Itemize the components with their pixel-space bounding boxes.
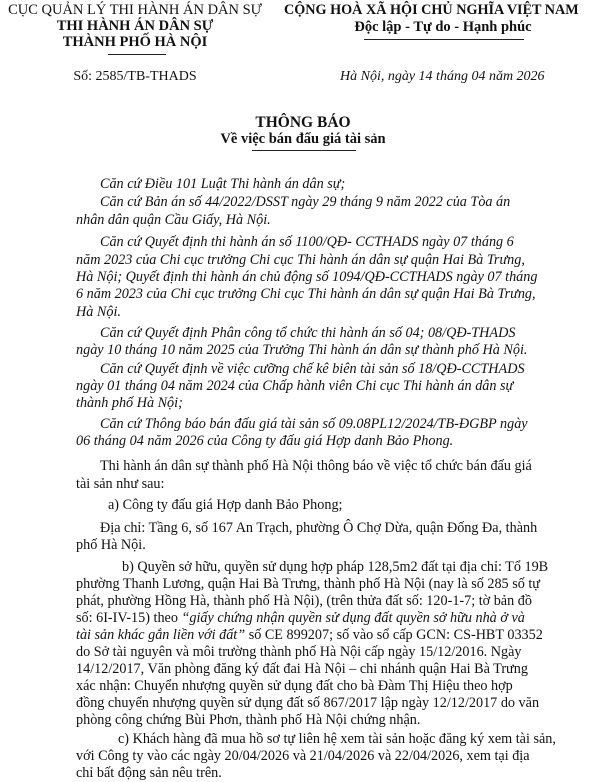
basis-decision-1100-cont1: năm 2023 của Chi cục trưởng Chi cục Thi hành án dân sự quận Hai Bà Trưng,: [76, 252, 525, 268]
item-a-auction-company: a) Công ty đấu giá Hợp danh Bảo Phong;: [108, 497, 343, 513]
item-b-line4: [76, 610, 525, 627]
notice-title: THÔNG BÁO: [255, 114, 351, 131]
item-c-viewing: c) Khách hàng đã mua hồ sơ tự liên hệ xem tài sản hoặc đăng ký xem tài sản,: [118, 731, 556, 747]
national-motto: Độc lập - Tự do - Hạnh phúc: [354, 19, 532, 35]
basis-decision-1100-cont2: Hà Nội; Quyết định thi hành án chủ động số 1094/QĐ-CCTHADS ngày 07 tháng: [76, 269, 538, 285]
basis-auction-notice-cont: 06 tháng 04 năm 2026 của Công ty đấu giá Hợp danh Bảo Phong.: [76, 433, 454, 449]
item-b-line6: do Sở tài nguyên và môi trường thành phố Hà Nội cấp ngày 15/12/2016. Ngày: [76, 644, 522, 660]
basis-auction-notice: Căn cứ Thông báo bán đấu giá tài sản số 09.08PL12/2024/TB-ĐGBP ngày: [100, 416, 528, 432]
unit-name-line2: THÀNH PHỐ HÀ NỘI: [62, 34, 208, 50]
item-b-line3: phát, phường Hồng Hà, thành phố Hà Nội), (trên thửa đất số: 120-1-7; tờ bản đồ: [76, 593, 532, 609]
basis-decision-1100-cont4: Hà Nội.: [76, 304, 121, 320]
item-b-line9: đồng chuyển nhượng quyền sử dụng đất số 867/2017 lập ngày 12/12/2017 do văn: [76, 695, 540, 711]
company-address-cont: phố Hà Nội.: [76, 537, 146, 553]
left-header-divider: [108, 54, 166, 55]
unit-name-line1: THI HÀNH ÁN DÂN SỰ: [56, 18, 214, 34]
basis-seizure-cont1: ngày 01 tháng 04 năm 2024 của Chấp hành viên Chi cục Thi hành án dân sự: [76, 378, 514, 394]
nation-name: CỘNG HOÀ XÃ HỘI CHỦ NGHĨA VIỆT NAM: [284, 2, 579, 18]
company-address: Địa chỉ: Tầng 6, số 167 An Trạch, phường Ô Chợ Dừa, quận Đống Đa, thành: [100, 520, 538, 536]
right-header-divider: [364, 39, 524, 40]
basis-decision-1100-cont3: 6 năm 2023 của Chi cục trưởng Chi cục Thi hành án dân sự quận Hai Bà Trưng,: [76, 286, 536, 302]
basis-seizure: Căn cứ Quyết định về việc cưỡng chế kê biên tài sản số 18/QĐ-CCTHADS: [100, 361, 525, 377]
item-b-line10: phòng công chứng Bùi Phơn, thành phố Hà Nội chứng nhận.: [76, 712, 421, 728]
item-c-line3: chỉ bất động sản nêu trên.: [76, 765, 222, 781]
title-underline: [252, 150, 356, 151]
intro-text: Thi hành án dân sự thành phố Hà Nội thông báo về việc tổ chức bán đấu giá: [100, 458, 532, 474]
item-b-line7: 14/12/2017, Văn phòng đăng ký đất đai Hà Nội – chi nhánh quận Hai Bà Trưng: [76, 661, 528, 677]
certificate-number: số CE 899207; số vào sổ cấp GCN: CS-HBT 03352: [248, 627, 543, 643]
item-b-line8: xác nhận: Chuyển nhượng quyền sử dụng đất cho bà Đàm Thị Hiệu theo hợp: [76, 678, 513, 694]
intro-text-cont: tài sản như sau:: [76, 476, 165, 492]
item-b-property: b) Quyền sở hữu, quyền sử dụng hợp pháp 128,5m2 đất tại địa chỉ: Tổ 19B: [122, 559, 549, 575]
basis-judgment-cont: nhân dân quận Cầu Giấy, Hà Nội.: [76, 212, 271, 228]
certificate-title-cont: tài sản khác gắn liền với đất”: [76, 627, 246, 643]
agency-name: CỤC QUẢN LÝ THI HÀNH ÁN DÂN SỰ: [8, 2, 262, 18]
basis-seizure-cont2: thành phố Hà Nội;: [76, 395, 183, 411]
document-number: Số: 2585/TB-THADS: [73, 69, 197, 84]
item-b-line4-start: số: 6I-IV-15) theo: [76, 610, 178, 626]
place-and-date: Hà Nội, ngày 14 tháng 04 năm 2026: [340, 69, 545, 84]
item-b-line2: phường Thanh Lương, quận Hai Bà Trưng, thành phố Hà Nội (nay là số 285 số tự: [76, 576, 540, 592]
basis-assignment-cont: ngày 10 tháng 10 năm 2025 của Trưởng Thi hành án dân sự thành phố Hà Nội.: [76, 342, 528, 358]
basis-decision-1100: Căn cứ Quyết định thi hành án số 1100/QĐ- CCTHADS ngày 07 tháng 6: [100, 234, 514, 250]
basis-assignment: Căn cứ Quyết định Phân công tổ chức thi hành án số 04; 08/QĐ-THADS: [100, 325, 516, 341]
item-b-line5: [76, 627, 543, 644]
notice-subtitle: Về việc bán đấu giá tài sản: [220, 131, 386, 147]
item-c-line2: với Công ty vào các ngày 20/04/2026 và 21/04/2026 và 22/04/2026, xem tại địa: [76, 748, 530, 764]
certificate-title: “giấy chứng nhận quyền sử dụng đất quyền sở hữu nhà ở và: [181, 610, 525, 626]
basis-law: Căn cứ Điều 101 Luật Thi hành án dân sự;: [100, 176, 346, 192]
basis-judgment: Căn cứ Bản án số 44/2022/DSST ngày 29 tháng 9 năm 2022 của Tòa án: [100, 194, 511, 210]
